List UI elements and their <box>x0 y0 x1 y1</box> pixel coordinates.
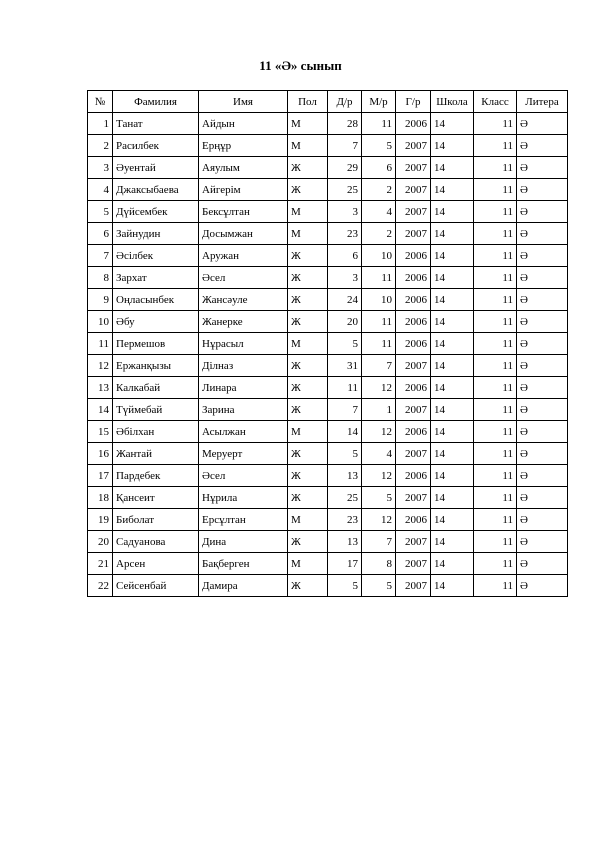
cell-surname: Сейсенбай <box>113 575 199 597</box>
cell-class: 11 <box>474 377 517 399</box>
cell-sex: Ж <box>288 487 328 509</box>
cell-birth-day: 28 <box>328 113 362 135</box>
cell-birth-year: 2007 <box>396 399 431 421</box>
cell-school: 14 <box>431 201 474 223</box>
cell-sex: М <box>288 553 328 575</box>
cell-letter: Ә <box>517 157 568 179</box>
cell-birth-year: 2006 <box>396 509 431 531</box>
cell-class: 11 <box>474 399 517 421</box>
cell-sex: М <box>288 135 328 157</box>
cell-number: 4 <box>88 179 113 201</box>
cell-letter: Ә <box>517 443 568 465</box>
cell-surname: Жантай <box>113 443 199 465</box>
cell-class: 11 <box>474 509 517 531</box>
cell-birth-day: 14 <box>328 421 362 443</box>
table-header-row <box>88 91 568 113</box>
cell-first-name: Дамира <box>199 575 288 597</box>
cell-sex: Ж <box>288 157 328 179</box>
cell-first-name: Меруерт <box>199 443 288 465</box>
cell-number: 18 <box>88 487 113 509</box>
cell-birth-month: 11 <box>362 333 396 355</box>
cell-birth-year: 2007 <box>396 575 431 597</box>
cell-birth-month: 7 <box>362 355 396 377</box>
cell-class: 11 <box>474 311 517 333</box>
cell-number: 22 <box>88 575 113 597</box>
cell-sex: Ж <box>288 531 328 553</box>
cell-school: 14 <box>431 267 474 289</box>
cell-letter: Ә <box>517 509 568 531</box>
cell-surname: Арсен <box>113 553 199 575</box>
cell-surname: Биболат <box>113 509 199 531</box>
cell-birth-month: 12 <box>362 465 396 487</box>
cell-birth-year: 2007 <box>396 355 431 377</box>
cell-birth-month: 11 <box>362 311 396 333</box>
cell-class: 11 <box>474 267 517 289</box>
cell-school: 14 <box>431 245 474 267</box>
cell-birth-day: 7 <box>328 135 362 157</box>
cell-birth-day: 5 <box>328 333 362 355</box>
cell-class: 11 <box>474 179 517 201</box>
table-row <box>88 421 568 443</box>
cell-birth-month: 2 <box>362 179 396 201</box>
cell-school: 14 <box>431 443 474 465</box>
cell-birth-day: 31 <box>328 355 362 377</box>
cell-first-name: Әсел <box>199 267 288 289</box>
cell-birth-day: 25 <box>328 179 362 201</box>
cell-birth-month: 5 <box>362 135 396 157</box>
table-row <box>88 267 568 289</box>
cell-birth-year: 2006 <box>396 311 431 333</box>
cell-birth-year: 2007 <box>396 135 431 157</box>
cell-first-name: Асылжан <box>199 421 288 443</box>
cell-class: 11 <box>474 333 517 355</box>
cell-first-name: Айгерім <box>199 179 288 201</box>
column-header-birth-month: М/р <box>362 91 396 113</box>
cell-sex: Ж <box>288 399 328 421</box>
cell-school: 14 <box>431 575 474 597</box>
cell-number: 16 <box>88 443 113 465</box>
cell-school: 14 <box>431 333 474 355</box>
cell-birth-year: 2007 <box>396 553 431 575</box>
column-header-class: Класс <box>474 91 517 113</box>
cell-sex: М <box>288 333 328 355</box>
cell-class: 11 <box>474 465 517 487</box>
column-header-surname: Фамилия <box>113 91 199 113</box>
cell-letter: Ә <box>517 487 568 509</box>
cell-birth-month: 12 <box>362 421 396 443</box>
cell-class: 11 <box>474 223 517 245</box>
cell-birth-day: 17 <box>328 553 362 575</box>
cell-surname: Зархат <box>113 267 199 289</box>
cell-surname: Әуентай <box>113 157 199 179</box>
cell-letter: Ә <box>517 377 568 399</box>
page-title: 11 «Ә» сынып <box>259 58 342 73</box>
column-header-first-name: Имя <box>199 91 288 113</box>
cell-sex: Ж <box>288 179 328 201</box>
cell-number: 3 <box>88 157 113 179</box>
cell-birth-month: 11 <box>362 267 396 289</box>
cell-first-name: Досымжан <box>199 223 288 245</box>
cell-school: 14 <box>431 135 474 157</box>
cell-birth-year: 2007 <box>396 487 431 509</box>
cell-school: 14 <box>431 553 474 575</box>
table-row <box>88 113 568 135</box>
cell-birth-month: 4 <box>362 443 396 465</box>
cell-school: 14 <box>431 465 474 487</box>
column-header-number: № <box>88 91 113 113</box>
cell-birth-month: 5 <box>362 487 396 509</box>
table-row <box>88 575 568 597</box>
student-table <box>87 90 568 597</box>
cell-sex: М <box>288 201 328 223</box>
cell-surname: Оңласынбек <box>113 289 199 311</box>
cell-sex: М <box>288 509 328 531</box>
cell-sex: М <box>288 113 328 135</box>
cell-birth-year: 2006 <box>396 333 431 355</box>
cell-letter: Ә <box>517 355 568 377</box>
cell-number: 9 <box>88 289 113 311</box>
cell-birth-day: 25 <box>328 487 362 509</box>
cell-birth-day: 24 <box>328 289 362 311</box>
cell-number: 20 <box>88 531 113 553</box>
cell-sex: Ж <box>288 267 328 289</box>
table-row <box>88 377 568 399</box>
cell-class: 11 <box>474 245 517 267</box>
cell-sex: М <box>288 223 328 245</box>
cell-letter: Ә <box>517 531 568 553</box>
cell-birth-year: 2006 <box>396 113 431 135</box>
cell-first-name: Ерсұлтан <box>199 509 288 531</box>
cell-birth-month: 12 <box>362 377 396 399</box>
table-row <box>88 289 568 311</box>
table-row <box>88 245 568 267</box>
cell-surname: Расилбек <box>113 135 199 157</box>
cell-birth-day: 13 <box>328 531 362 553</box>
cell-birth-year: 2007 <box>396 201 431 223</box>
cell-surname: Пардебек <box>113 465 199 487</box>
cell-first-name: Линара <box>199 377 288 399</box>
cell-first-name: Аяулым <box>199 157 288 179</box>
table-row <box>88 157 568 179</box>
cell-birth-day: 3 <box>328 267 362 289</box>
column-header-birth-day: Д/р <box>328 91 362 113</box>
cell-birth-year: 2007 <box>396 531 431 553</box>
cell-surname: Әбу <box>113 311 199 333</box>
table-body <box>88 113 568 597</box>
table-row <box>88 201 568 223</box>
cell-school: 14 <box>431 377 474 399</box>
cell-letter: Ә <box>517 201 568 223</box>
table-row <box>88 399 568 421</box>
cell-birth-month: 6 <box>362 157 396 179</box>
table-row <box>88 531 568 553</box>
column-header-letter: Литера <box>517 91 568 113</box>
cell-letter: Ә <box>517 179 568 201</box>
cell-surname: Пермешов <box>113 333 199 355</box>
cell-class: 11 <box>474 575 517 597</box>
cell-birth-year: 2006 <box>396 289 431 311</box>
cell-class: 11 <box>474 553 517 575</box>
cell-number: 17 <box>88 465 113 487</box>
cell-number: 19 <box>88 509 113 531</box>
column-header-school: Школа <box>431 91 474 113</box>
table-row <box>88 179 568 201</box>
cell-class: 11 <box>474 113 517 135</box>
cell-letter: Ә <box>517 421 568 443</box>
table-row <box>88 355 568 377</box>
cell-letter: Ә <box>517 333 568 355</box>
cell-birth-year: 2006 <box>396 267 431 289</box>
cell-birth-month: 4 <box>362 201 396 223</box>
cell-letter: Ә <box>517 289 568 311</box>
cell-letter: Ә <box>517 311 568 333</box>
cell-class: 11 <box>474 157 517 179</box>
cell-first-name: Аружан <box>199 245 288 267</box>
cell-number: 15 <box>88 421 113 443</box>
cell-birth-year: 2006 <box>396 377 431 399</box>
cell-sex: Ж <box>288 311 328 333</box>
cell-surname: Калкабай <box>113 377 199 399</box>
cell-letter: Ә <box>517 113 568 135</box>
cell-school: 14 <box>431 157 474 179</box>
cell-first-name: Зарина <box>199 399 288 421</box>
cell-number: 13 <box>88 377 113 399</box>
cell-number: 14 <box>88 399 113 421</box>
cell-birth-year: 2007 <box>396 179 431 201</box>
cell-birth-year: 2007 <box>396 157 431 179</box>
cell-birth-month: 12 <box>362 509 396 531</box>
cell-birth-month: 7 <box>362 531 396 553</box>
cell-school: 14 <box>431 113 474 135</box>
cell-number: 11 <box>88 333 113 355</box>
table-row <box>88 333 568 355</box>
cell-surname: Дүйсембек <box>113 201 199 223</box>
cell-letter: Ә <box>517 135 568 157</box>
cell-surname: Ержанқызы <box>113 355 199 377</box>
cell-first-name: Әсел <box>199 465 288 487</box>
cell-birth-month: 8 <box>362 553 396 575</box>
cell-class: 11 <box>474 487 517 509</box>
cell-surname: Садуанова <box>113 531 199 553</box>
cell-sex: Ж <box>288 355 328 377</box>
cell-birth-year: 2007 <box>396 223 431 245</box>
cell-number: 7 <box>88 245 113 267</box>
cell-birth-year: 2006 <box>396 421 431 443</box>
cell-first-name: Жанерке <box>199 311 288 333</box>
cell-class: 11 <box>474 421 517 443</box>
cell-surname: Танат <box>113 113 199 135</box>
cell-class: 11 <box>474 201 517 223</box>
table-row <box>88 223 568 245</box>
cell-birth-month: 10 <box>362 245 396 267</box>
cell-number: 12 <box>88 355 113 377</box>
cell-surname: Қансеит <box>113 487 199 509</box>
cell-letter: Ә <box>517 245 568 267</box>
cell-school: 14 <box>431 311 474 333</box>
cell-number: 2 <box>88 135 113 157</box>
cell-birth-day: 5 <box>328 575 362 597</box>
cell-letter: Ә <box>517 465 568 487</box>
cell-first-name: Ерңұр <box>199 135 288 157</box>
cell-class: 11 <box>474 443 517 465</box>
cell-number: 1 <box>88 113 113 135</box>
cell-surname: Әбілхан <box>113 421 199 443</box>
cell-birth-day: 5 <box>328 443 362 465</box>
cell-birth-day: 23 <box>328 509 362 531</box>
table-row <box>88 465 568 487</box>
cell-birth-day: 3 <box>328 201 362 223</box>
cell-letter: Ә <box>517 267 568 289</box>
cell-first-name: Ділназ <box>199 355 288 377</box>
cell-school: 14 <box>431 355 474 377</box>
cell-birth-day: 23 <box>328 223 362 245</box>
cell-school: 14 <box>431 421 474 443</box>
cell-number: 21 <box>88 553 113 575</box>
cell-class: 11 <box>474 289 517 311</box>
cell-sex: Ж <box>288 465 328 487</box>
cell-school: 14 <box>431 399 474 421</box>
cell-birth-year: 2006 <box>396 245 431 267</box>
cell-school: 14 <box>431 487 474 509</box>
cell-first-name: Нұрасыл <box>199 333 288 355</box>
cell-surname: Түймебай <box>113 399 199 421</box>
cell-birth-month: 2 <box>362 223 396 245</box>
cell-sex: Ж <box>288 289 328 311</box>
cell-birth-day: 7 <box>328 399 362 421</box>
cell-first-name: Айдын <box>199 113 288 135</box>
cell-school: 14 <box>431 179 474 201</box>
cell-birth-day: 20 <box>328 311 362 333</box>
table-row <box>88 553 568 575</box>
cell-class: 11 <box>474 355 517 377</box>
cell-surname: Әсілбек <box>113 245 199 267</box>
cell-birth-month: 11 <box>362 113 396 135</box>
cell-first-name: Бақберген <box>199 553 288 575</box>
cell-sex: Ж <box>288 245 328 267</box>
cell-birth-month: 1 <box>362 399 396 421</box>
cell-number: 5 <box>88 201 113 223</box>
cell-first-name: Нұрила <box>199 487 288 509</box>
table-row <box>88 311 568 333</box>
table-row <box>88 509 568 531</box>
cell-school: 14 <box>431 531 474 553</box>
cell-letter: Ә <box>517 553 568 575</box>
cell-sex: Ж <box>288 443 328 465</box>
cell-first-name: Дина <box>199 531 288 553</box>
cell-number: 10 <box>88 311 113 333</box>
column-header-sex: Пол <box>288 91 328 113</box>
cell-school: 14 <box>431 509 474 531</box>
cell-sex: Ж <box>288 575 328 597</box>
cell-first-name: Бексұлтан <box>199 201 288 223</box>
cell-sex: М <box>288 421 328 443</box>
table-row <box>88 135 568 157</box>
cell-school: 14 <box>431 223 474 245</box>
cell-letter: Ә <box>517 399 568 421</box>
cell-birth-month: 5 <box>362 575 396 597</box>
cell-birth-day: 29 <box>328 157 362 179</box>
cell-number: 6 <box>88 223 113 245</box>
cell-surname: Зайнудин <box>113 223 199 245</box>
cell-birth-day: 11 <box>328 377 362 399</box>
cell-class: 11 <box>474 135 517 157</box>
cell-birth-month: 10 <box>362 289 396 311</box>
column-header-birth-year: Г/р <box>396 91 431 113</box>
cell-birth-year: 2007 <box>396 443 431 465</box>
cell-first-name: Жансәуле <box>199 289 288 311</box>
cell-number: 8 <box>88 267 113 289</box>
table-row <box>88 487 568 509</box>
cell-class: 11 <box>474 531 517 553</box>
cell-birth-day: 13 <box>328 465 362 487</box>
cell-sex: Ж <box>288 377 328 399</box>
table-row <box>88 443 568 465</box>
cell-birth-day: 6 <box>328 245 362 267</box>
cell-letter: Ә <box>517 223 568 245</box>
cell-surname: Джаксыбаева <box>113 179 199 201</box>
cell-birth-year: 2006 <box>396 465 431 487</box>
cell-school: 14 <box>431 289 474 311</box>
cell-letter: Ә <box>517 575 568 597</box>
